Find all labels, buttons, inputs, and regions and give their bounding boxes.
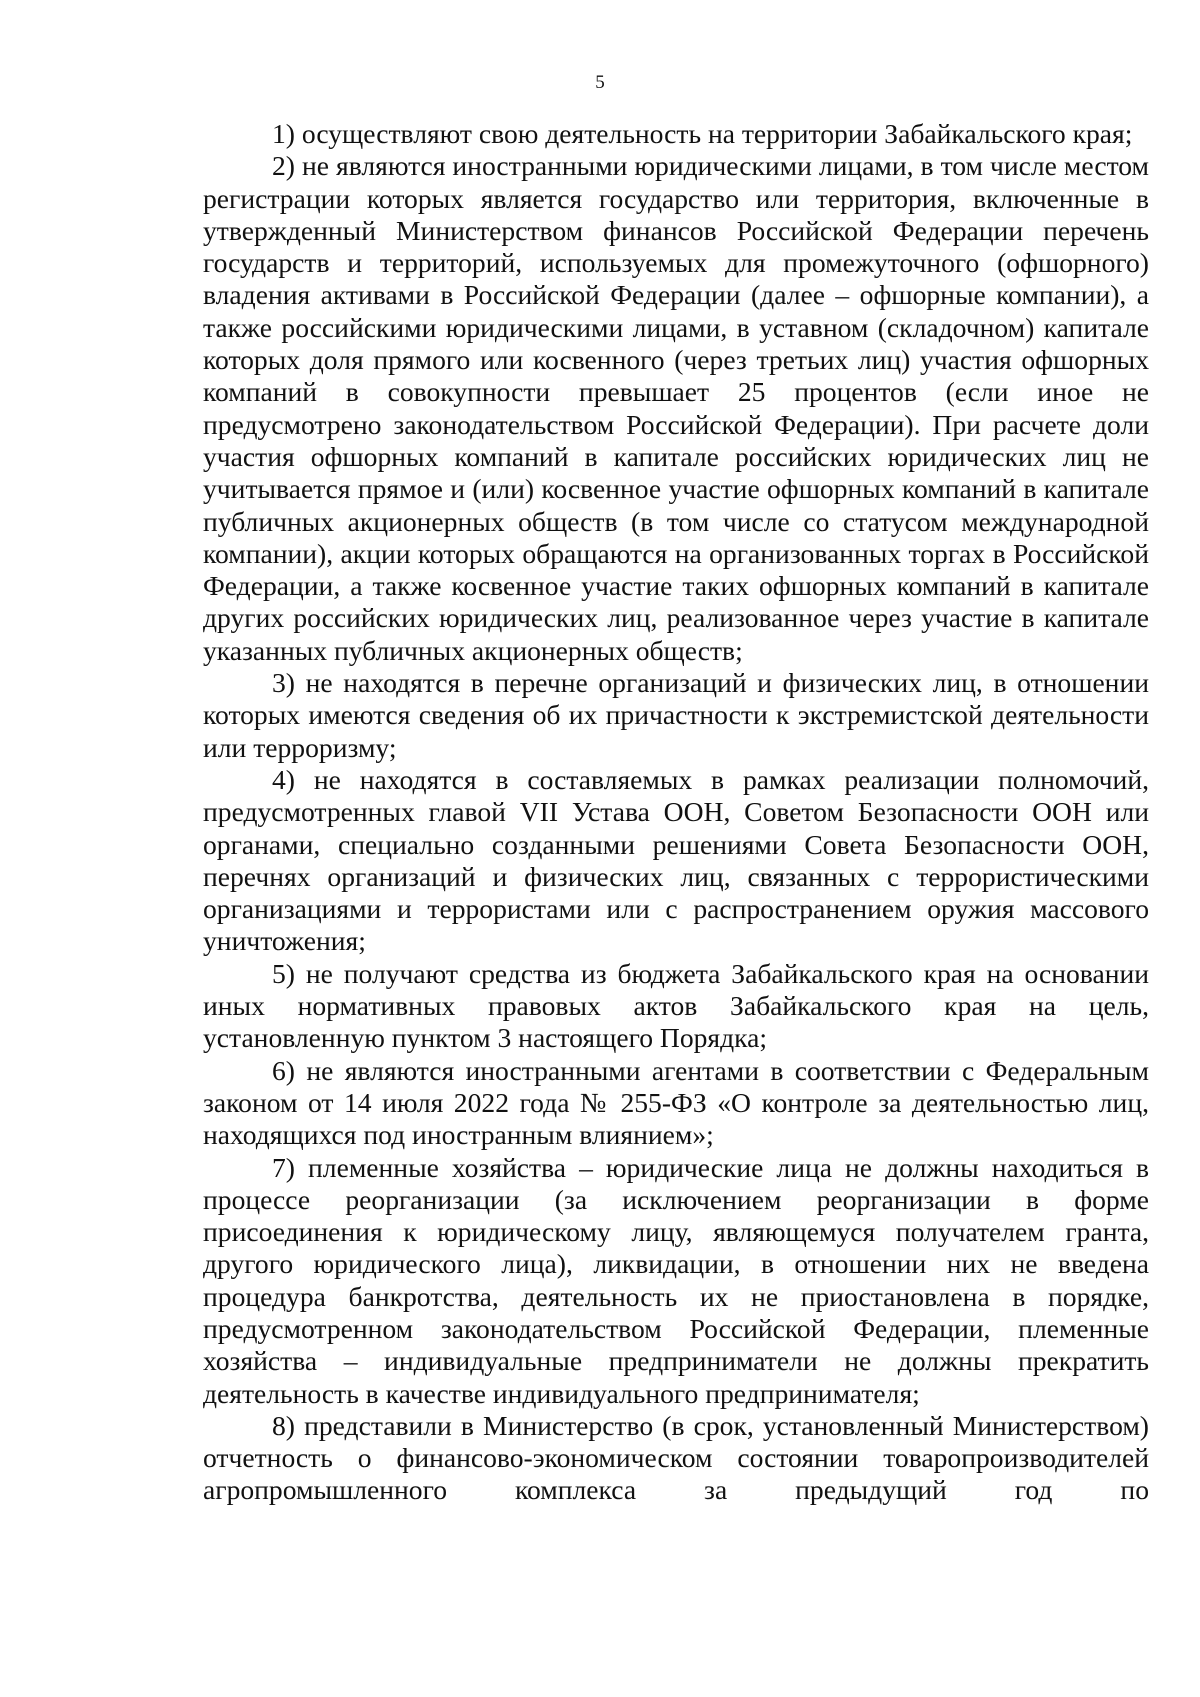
page-number: 5 bbox=[595, 72, 605, 93]
paragraph-item-7: 7) племенные хозяйства – юридические лица не должны находиться в процессе реорганизации (за исключением реорганизации в форме присоединения к юридическому лицу, являющемуся получателем гранта, другого юридического лица), ликвидации, в отношении них не введена процедура банкротства, деятельность их не приостановлена в порядке, предусмотренном законодательством Российской Федерации, племенные хозяйства – индивидуальные предприниматели не должны прекратить деятельность в качестве индивидуального предпринимателя; bbox=[203, 1151, 1149, 1409]
paragraph-item-8: 8) представили в Министерство (в срок, установленный Министерством) отчетность о финансово-экономическом состоянии товаропроизводителей агропромышленного комплекса за предыдущий год по bbox=[203, 1409, 1149, 1506]
paragraph-item-3: 3) не находятся в перечне организаций и физических лиц, в отношении которых имеются сведения об их причастности к экстремистской деятельности или терроризму; bbox=[203, 667, 1149, 763]
paragraph-item-6: 6) не являются иностранными агентами в соответствии с Федеральным законом от 14 июля 2022 года № 255-ФЗ «О контроле за деятельностью лиц, находящихся под иностранным влиянием»; bbox=[203, 1054, 1149, 1151]
paragraph-item-4: 4) не находятся в составляемых в рамках реализации полномочий, предусмотренных главой VII Устава ООН, Советом Безопасности ООН или органами, специально созданными решениями Совета Безопасности ООН, перечнях организаций и физических лиц, связанных с террористическими организациями и террористами или с распространением оружия массового уничтожения; bbox=[203, 763, 1149, 957]
document-body bbox=[203, 118, 1149, 1507]
paragraph-item-2: 2) не являются иностранными юридическими лицами, в том числе местом регистрации которых является государство или территория, включенные в утвержденный Министерством финансов Российской Федерации перечень государств и территорий, используемых для промежуточного (офшорного) владения активами в Российской Федерации (далее – офшорные компании), а также российскими юридическими лицами, в уставном (складочном) капитале которых доля прямого или косвенного (через третьих лиц) участия офшорных компаний в совокупности превышает 25 процентов (если иное не предусмотрено законодательством Российской Федерации). При расчете доли участия офшорных компаний в капитале российских юридических лиц не учитывается прямое и (или) косвенное участие офшорных компаний в капитале публичных акционерных обществ (в том числе со статусом международной компании), акции которых обращаются на организованных торгах в Российской Федерации, а также косвенное участие таких офшорных компаний в капитале других российских юридических лиц, реализованное через участие в капитале указанных публичных акционерных обществ; bbox=[203, 150, 1149, 666]
paragraph-item-1: 1) осуществляют свою деятельность на территории Забайкальского края; bbox=[272, 118, 1133, 149]
paragraph-item-5: 5) не получают средства из бюджета Забайкальского края на основании иных нормативных правовых актов Забайкальского края на цель, установленную пунктом 3 настоящего Порядка; bbox=[203, 957, 1149, 1054]
